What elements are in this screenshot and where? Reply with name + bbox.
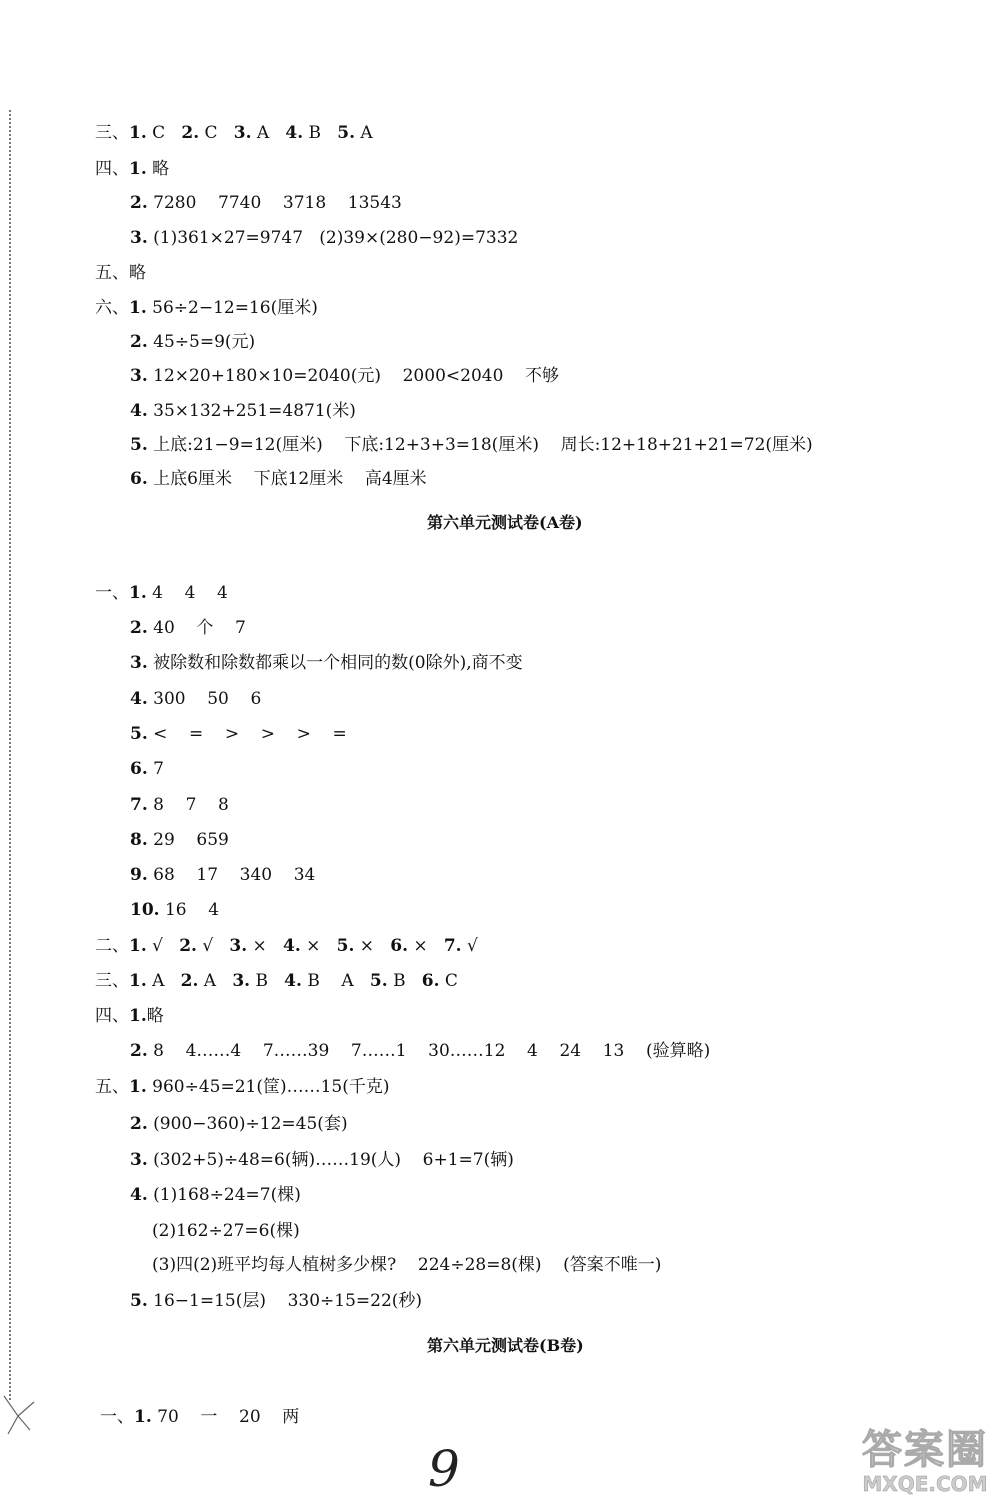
- answer-line: [95, 262, 146, 284]
- item-number: 2.: [181, 123, 200, 143]
- page-number: 9: [428, 1440, 460, 1498]
- answer-text: (2)162÷27=6(棵): [152, 1221, 300, 1241]
- item-number: 6.: [130, 469, 148, 489]
- item-number: 1.: [129, 971, 147, 991]
- question-prefix: 六、: [95, 298, 129, 318]
- answer-line: [130, 1184, 301, 1206]
- answer-text: 300 50 6: [147, 689, 262, 709]
- item-number: 4.: [284, 971, 302, 991]
- margin-doodle-icon: [0, 1390, 40, 1440]
- item-number: 6.: [130, 759, 148, 779]
- binding-dotted-line: [9, 110, 11, 1400]
- answer-text: 被除数和除数都乘以一个相同的数(0除外),商不变: [147, 653, 523, 673]
- answer-line: [95, 970, 458, 992]
- answer-line: [130, 899, 219, 921]
- answer-line: [130, 400, 356, 422]
- item-number: 5.: [130, 724, 148, 744]
- answer-text: B A: [301, 971, 370, 991]
- answer-text: 略: [146, 159, 170, 179]
- item-number: 1.: [129, 159, 147, 179]
- answer-text: 56÷2−12=16(厘米): [146, 298, 318, 318]
- answer-text: 8 7 8: [147, 795, 229, 815]
- answer-text: 40 个 7: [147, 618, 246, 638]
- watermark-url: MXQE.COM: [862, 1472, 988, 1496]
- answer-line: [130, 1290, 422, 1312]
- answer-line: [130, 434, 813, 456]
- answer-text: A: [251, 123, 286, 143]
- question-prefix: 五、略: [95, 263, 146, 283]
- item-number: 7.: [443, 936, 462, 956]
- answer-text: C: [439, 971, 458, 991]
- item-number: 2.: [179, 936, 197, 956]
- answer-line: [95, 1005, 164, 1027]
- item-number: 3.: [130, 1150, 148, 1170]
- answer-text: 上底:21−9=12(厘米) 下底:12+3+3=18(厘米) 周长:12+18+21+21=72(厘米): [147, 435, 813, 455]
- item-number: 2.: [180, 971, 199, 991]
- watermark-logo: [855, 1418, 995, 1508]
- watermark-title: 答案圈: [862, 1427, 988, 1473]
- answer-text: (1)361×27=9747 (2)39×(280−92)=7332: [147, 228, 519, 248]
- answer-line: [100, 1406, 299, 1428]
- answer-text: 16 4: [159, 900, 220, 920]
- item-number: 2.: [130, 193, 148, 213]
- answer-text: < = > > > =: [147, 724, 347, 744]
- section-heading-a: 第六单元测试卷(A卷): [427, 513, 583, 532]
- item-number: 5.: [130, 1291, 148, 1311]
- item-number: 3.: [130, 366, 148, 386]
- answer-line: [95, 158, 169, 180]
- answer-line: [130, 864, 315, 886]
- answer-line: [130, 652, 523, 674]
- answer-text: 68 17 340 34: [147, 865, 316, 885]
- item-number: 3.: [229, 936, 248, 956]
- answer-text: 960÷45=21(筐)……15(千克): [146, 1077, 390, 1097]
- answer-line: [95, 122, 373, 144]
- answer-line: [130, 1113, 348, 1135]
- item-number: 3.: [232, 971, 251, 991]
- answer-text: (900−360)÷12=45(套): [147, 1114, 348, 1134]
- answer-text: 16−1=15(层) 330÷15=22(秒): [147, 1291, 423, 1311]
- item-number: 4.: [130, 401, 148, 421]
- question-prefix: 一、: [95, 583, 129, 603]
- answer-line: [95, 1076, 390, 1098]
- item-number: 4.: [283, 936, 301, 956]
- answer-text: A: [198, 971, 233, 991]
- answer-line: [130, 227, 518, 249]
- answer-line: [130, 617, 246, 639]
- answer-text: ×: [247, 936, 284, 956]
- answer-text: C: [146, 123, 182, 143]
- answer-text: √: [146, 936, 180, 956]
- item-number: 5.: [130, 435, 148, 455]
- item-number: 6.: [421, 971, 440, 991]
- item-number: 4.: [285, 123, 304, 143]
- question-prefix: 四、: [95, 1006, 129, 1026]
- item-number: 3.: [130, 228, 148, 248]
- answer-text: 略: [146, 1006, 164, 1026]
- item-number: 4.: [130, 689, 148, 709]
- answer-line: [152, 1254, 661, 1276]
- answer-text: (1)168÷24=7(棵): [147, 1185, 301, 1205]
- answer-text: √: [461, 936, 478, 956]
- item-number: 3.: [233, 123, 252, 143]
- item-number: 1.: [134, 1407, 152, 1427]
- answer-text: 45÷5=9(元): [147, 332, 256, 352]
- answer-text: (302+5)÷48=6(辆)……19(人) 6+1=7(辆): [147, 1150, 514, 1170]
- answer-text: A: [355, 123, 373, 143]
- item-number: 10.: [130, 900, 160, 920]
- item-number: 2.: [130, 618, 148, 638]
- answer-text: B: [303, 123, 338, 143]
- answer-text: 4 4 4: [146, 583, 228, 603]
- item-number: 1.: [129, 936, 147, 956]
- answer-line: [152, 1220, 300, 1242]
- item-number: 2.: [130, 1041, 148, 1061]
- question-prefix: 二、: [95, 936, 129, 956]
- item-number: 5.: [369, 971, 388, 991]
- answer-text: 70 一 20 两: [151, 1407, 300, 1427]
- item-number: 1.: [129, 298, 147, 318]
- answer-text: 上底6厘米 下底12厘米 高4厘米: [147, 469, 427, 489]
- answer-line: [130, 192, 402, 214]
- item-number: 8.: [130, 830, 148, 850]
- item-number: 1.: [129, 1077, 147, 1097]
- item-number: 7.: [130, 795, 148, 815]
- answer-line: [95, 935, 478, 957]
- answer-text: 35×132+251=4871(米): [147, 401, 356, 421]
- item-number: 1.: [129, 1006, 147, 1026]
- answer-line: [130, 829, 229, 851]
- answer-text: ×: [300, 936, 337, 956]
- answer-text: ×: [354, 936, 391, 956]
- answer-text: 12×20+180×10=2040(元) 2000<2040 不够: [147, 366, 560, 386]
- item-number: 1.: [129, 583, 147, 603]
- answer-text: C: [199, 123, 234, 143]
- answer-line: [130, 468, 427, 490]
- answer-line: [130, 331, 255, 353]
- question-prefix: 三、: [95, 123, 129, 143]
- answer-line: [130, 1040, 710, 1062]
- question-prefix: 四、: [95, 159, 129, 179]
- answer-text: (3)四(2)班平均每人植树多少棵? 224÷28=8(棵) (答案不唯一): [152, 1255, 662, 1275]
- answer-line: [95, 297, 318, 319]
- answer-text: 7: [147, 759, 164, 779]
- answer-line: [130, 758, 164, 780]
- item-number: 1.: [129, 123, 147, 143]
- item-number: 6.: [390, 936, 408, 956]
- question-prefix: 五、: [95, 1077, 129, 1097]
- answer-text: B: [387, 971, 422, 991]
- answer-text: 7280 7740 3718 13543: [147, 193, 402, 213]
- answer-line: [95, 582, 228, 604]
- question-prefix: 一、: [100, 1407, 134, 1427]
- answer-line: [130, 365, 559, 387]
- answer-text: A: [146, 971, 181, 991]
- answer-text: B: [250, 971, 285, 991]
- question-prefix: 三、: [95, 971, 129, 991]
- answer-text: 8 4……4 7……39 7……1 30……12 4 24 13 (验算略): [147, 1041, 711, 1061]
- answer-text: √: [196, 936, 230, 956]
- answer-line: [130, 688, 261, 710]
- item-number: 2.: [130, 1114, 148, 1134]
- answer-line: [130, 794, 229, 816]
- item-number: 2.: [130, 332, 148, 352]
- answer-text: ×: [407, 936, 444, 956]
- item-number: 5.: [336, 936, 355, 956]
- item-number: 9.: [130, 865, 148, 885]
- item-number: 4.: [130, 1185, 148, 1205]
- item-number: 3.: [130, 653, 148, 673]
- answer-text: 29 659: [147, 830, 229, 850]
- section-heading-b: 第六单元测试卷(B卷): [427, 1336, 584, 1355]
- item-number: 5.: [337, 123, 356, 143]
- answer-line: [130, 723, 347, 745]
- answer-line: [130, 1149, 514, 1171]
